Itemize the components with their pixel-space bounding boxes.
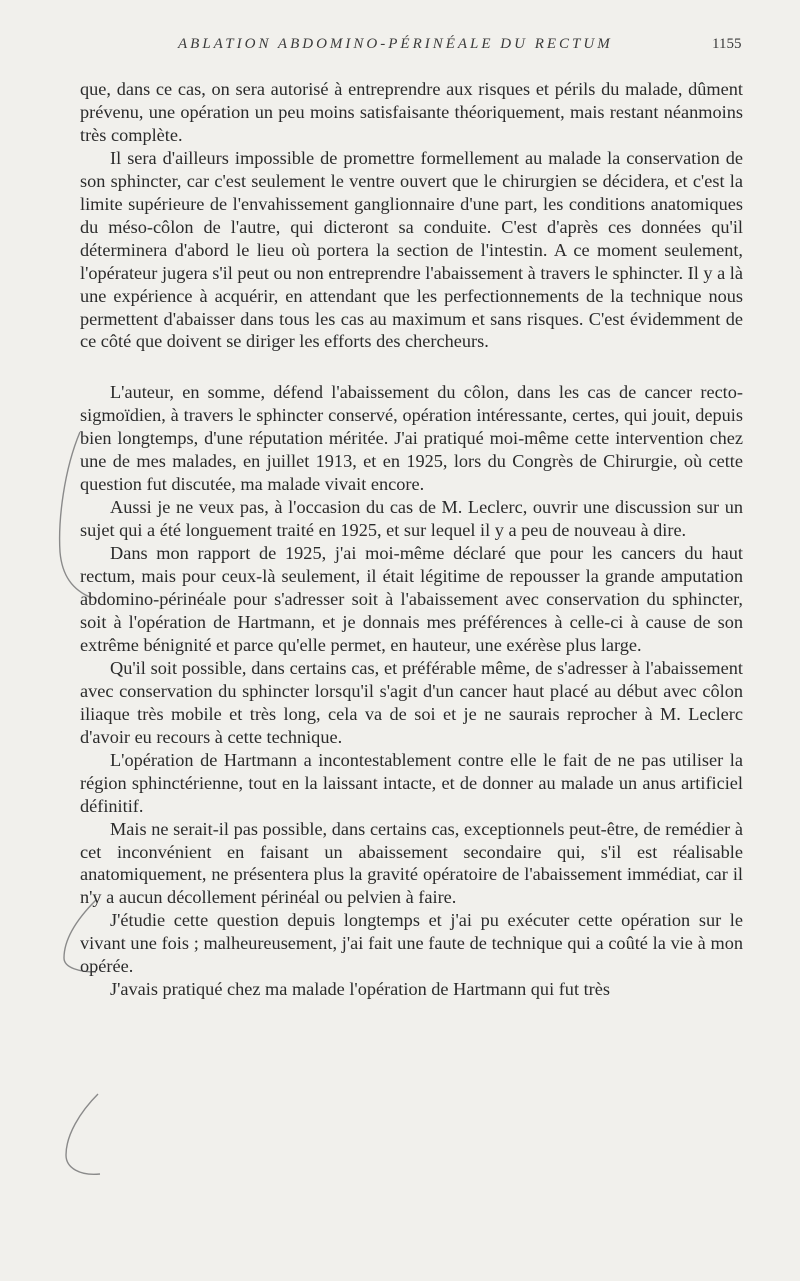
section-gap xyxy=(80,353,743,381)
paragraph-8: Mais ne serait-il pas possible, dans certains cas, exceptionnels peut-être, de remédier à cet inconvénient en faisant un abaissement secondaire qui, s'il est réalisable anatomiquement, ne présentera plus la gravité opératoire de l'abaissement immédiat, car il n'y a aucun décollement périnéal ou pelvien à faire. xyxy=(80,818,743,908)
paragraph-4: Aussi je ne veux pas, à l'occasion du cas de M. Leclerc, ouvrir une discussion sur un sujet qui a été longuement traité en 1925, et sur lequel il y a peu de nouveau à dire. xyxy=(80,497,743,541)
paragraph-10: J'avais pratiqué chez ma malade l'opération de Hartmann qui fut très xyxy=(110,979,610,1000)
paragraph-2: Il sera d'ailleurs impossible de promettre formellement au malade la conservation de son sphincter, car c'est seulement le ventre ouvert que le chirurgien se décidera, et c'est la limite supérieure de l'envahissement ganglionnaire d'une part, les conditions anatomiques du méso-côlon de l'autre, qui dicteront sa conduite. C'est d'après ces données qu'il déterminera d'abord le lieu où portera la section de l'intestin. A ce moment seulement, l'opérateur jugera s'il peut ou non entreprendre l'abaissement à travers le sphincter. Il y a là une expérience à acquérir, en attendant que les perfectionnements de la technique nous permettent d'abaisser dans tous les cas au maximum et sans risques. C'est évidemment de ce côté que doivent se diriger les efforts des chercheurs. xyxy=(80,147,743,352)
running-title: ABLATION ABDOMINO-PÉRINÉALE DU RECTUM xyxy=(178,36,613,52)
paragraph-5: Dans mon rapport de 1925, j'ai moi-même déclaré que pour les cancers du haut rectum, mais pour ceux-là seulement, il était légitime de repousser la grande amputation abdomino-périnéale pour s'adresser soit à l'abaissement avec conservation du sphincter, soit à l'opération de Hartmann, et je donnais mes préférences à celle-ci à cause de son extrême bénignité et parce qu'elle permet, en hauteur, une exérèse plus large. xyxy=(80,543,743,655)
page-body xyxy=(80,78,743,1001)
paragraph-1: que, dans ce cas, on sera autorisé à entreprendre aux risques et périls du malade, dûment prévenu, une opération un peu moins satisfaisante théoriquement, mais restant néanmoins très complète. xyxy=(80,79,743,145)
paragraph-3: L'auteur, en somme, défend l'abaissement du côlon, dans les cas de cancer recto-sigmoïdien, à travers le sphincter conservé, opération intéressante, certes, qui jouit, depuis bien longtemps, d'une réputation méritée. J'ai pratiqué moi-même cette intervention chez une de mes malades, en juillet 1913, et en 1925, lors du Congrès de Chirurgie, où cette question fut discutée, ma malade vivait encore. xyxy=(80,382,743,495)
page-number: 1155 xyxy=(712,36,742,52)
page-header xyxy=(0,30,800,60)
pencil-bracket-3 xyxy=(66,1094,100,1174)
paragraph-6: Qu'il soit possible, dans certains cas, et préférable même, de s'adresser à l'abaissement avec conservation du sphincter lorsqu'il s'agit d'un cancer haut placé au début avec côlon iliaque très mobile et très long, cela va de soi et je ne saurais reprocher à M. Leclerc d'avoir eu recours à cette technique. xyxy=(80,657,743,747)
paragraph-9: J'étudie cette question depuis longtemps et j'ai pu exécuter cette opération sur le vivant une fois ; malheureusement, j'ai fait une faute de technique qui a coûté la vie à mon opérée. xyxy=(80,910,743,977)
paragraph-7: L'opération de Hartmann a incontestablement contre elle le fait de ne pas utiliser la région sphinctérienne, tout en la laissant intacte, et de donner au malade un anus artificiel définitif. xyxy=(80,749,743,816)
